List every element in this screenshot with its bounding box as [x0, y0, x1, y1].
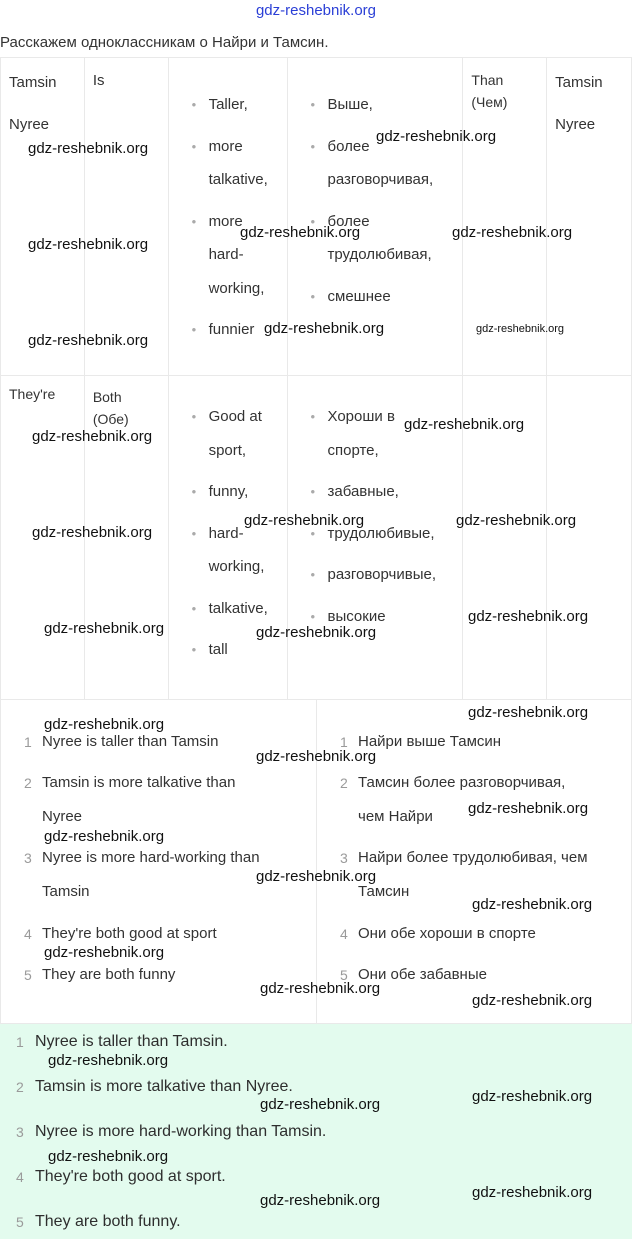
- watermark: gdz-reshebnik.org: [256, 624, 377, 641]
- watermark: gdz-reshebnik.org: [376, 128, 497, 145]
- watermark: gdz-reshebnik.org: [48, 1052, 169, 1069]
- list-item: 3 Nyree is more hard-working than Tamsin: [24, 849, 260, 900]
- watermark: gdz-reshebnik.org: [472, 1088, 593, 1105]
- verb-is: Is: [92, 72, 105, 89]
- list-item: • funnier: [189, 313, 287, 347]
- list-item: • Хороши в спорте,: [308, 400, 398, 467]
- list-item: • высокие: [308, 600, 463, 634]
- list-item: • hard-working,: [189, 517, 269, 584]
- watermark: gdz-reshebnik.org: [32, 428, 153, 445]
- list-item: 1 Найри выше Тамсин: [340, 733, 502, 750]
- watermark: gdz-reshebnik.org: [472, 896, 593, 913]
- than-translation: (Чем): [471, 94, 508, 110]
- list-item: • Taller,: [189, 88, 287, 122]
- watermark: gdz-reshebnik.org: [456, 512, 577, 529]
- cell-verb: [84, 58, 168, 376]
- watermark: gdz-reshebnik.org: [240, 224, 361, 241]
- watermark: gdz-reshebnik.org: [44, 716, 165, 733]
- both-label: Both: [92, 389, 122, 405]
- list-item: • funny,: [189, 475, 287, 509]
- watermark: gdz-reshebnik.org: [44, 828, 165, 845]
- list-item: • more hard-working,: [189, 205, 269, 306]
- list-item: • talkative,: [189, 592, 287, 626]
- list-item: 2 Тамсин более разговорчивая, чем Найри: [340, 774, 566, 825]
- list-item: 2 Tamsin is more talkative than Nyree: [24, 774, 236, 825]
- list-item: • более трудолюбивая,: [308, 205, 448, 272]
- both-translation: (Обе): [92, 411, 129, 427]
- watermark: gdz-reshebnik.org: [468, 800, 589, 817]
- cell-subjects: [1, 58, 85, 376]
- watermark: gdz-reshebnik.org: [468, 704, 589, 721]
- than-label: Than: [471, 72, 504, 88]
- watermark: gdz-reshebnik.org: [28, 236, 149, 253]
- list-item: 5 Они обе забавные: [340, 966, 487, 983]
- cell-adjectives-en-2: [168, 376, 287, 700]
- watermark: gdz-reshebnik.org: [260, 1096, 381, 1113]
- list-item: 4 Они обе хороши в спорте: [340, 925, 536, 942]
- watermark: gdz-reshebnik.org: [256, 868, 377, 885]
- list-item: 4 They're both good at sport.: [16, 1168, 226, 1185]
- cell-empty: [547, 376, 632, 700]
- watermark: gdz-reshebnik.org: [452, 224, 573, 241]
- watermark: gdz-reshebnik.org: [44, 620, 165, 637]
- list-item: • разговорчивые,: [308, 558, 463, 592]
- watermark: gdz-reshebnik.org: [472, 1184, 593, 1201]
- list-item: 5 They are both funny.: [16, 1213, 181, 1230]
- list-item: • смешнее: [308, 280, 463, 314]
- list-item: • Good at sport,: [189, 400, 269, 467]
- list-item: 2 Tamsin is more talkative than Nyree.: [16, 1078, 293, 1095]
- watermark: gdz-reshebnik.org: [44, 944, 165, 961]
- watermark: gdz-reshebnik.org: [48, 1148, 169, 1165]
- object-tamsin: Tamsin: [555, 74, 603, 91]
- intro-text: Расскажем одноклассникам о Найри и Тамсин.: [0, 34, 329, 51]
- watermark: gdz-reshebnik.org: [468, 608, 589, 625]
- list-item: 4 They're both good at sport: [24, 925, 217, 942]
- list-item: 5 They are both funny: [24, 966, 176, 983]
- list-item: 1 Nyree is taller than Tamsin: [24, 733, 219, 750]
- watermark: gdz-reshebnik.org: [264, 320, 385, 337]
- list-item: • tall: [189, 633, 287, 667]
- list-item: • забавные,: [308, 475, 463, 509]
- list-item: • трудолюбивые,: [308, 517, 463, 551]
- list-item: • Выше,: [308, 88, 463, 122]
- site-header[interactable]: gdz-reshebnik.org: [255, 2, 377, 19]
- watermark: gdz-reshebnik.org: [260, 1192, 381, 1209]
- list-item: • more talkative,: [189, 130, 279, 197]
- list-item: 1 Nyree is taller than Tamsin.: [16, 1033, 228, 1050]
- pronoun-they: They're: [9, 386, 56, 402]
- watermark: gdz-reshebnik.org: [260, 980, 381, 997]
- watermark: gdz-reshebnik.org: [476, 323, 565, 335]
- subject-nyree: Nyree: [9, 116, 50, 133]
- object-nyree: Nyree: [555, 116, 596, 133]
- list-item: • более разговорчивая,: [308, 130, 448, 197]
- watermark: gdz-reshebnik.org: [256, 748, 377, 765]
- list-item: 3 Найри более трудолюбивая, чем Тамсин: [340, 849, 588, 900]
- watermark: gdz-reshebnik.org: [28, 140, 149, 157]
- watermark: gdz-reshebnik.org: [472, 992, 593, 1009]
- watermark: gdz-reshebnik.org: [244, 512, 365, 529]
- watermark: gdz-reshebnik.org: [28, 332, 149, 349]
- watermark: gdz-reshebnik.org: [32, 524, 153, 541]
- watermark: gdz-reshebnik.org: [404, 416, 525, 433]
- subject-tamsin: Tamsin: [9, 74, 57, 91]
- list-item: 3 Nyree is more hard-working than Tamsin.: [16, 1123, 327, 1140]
